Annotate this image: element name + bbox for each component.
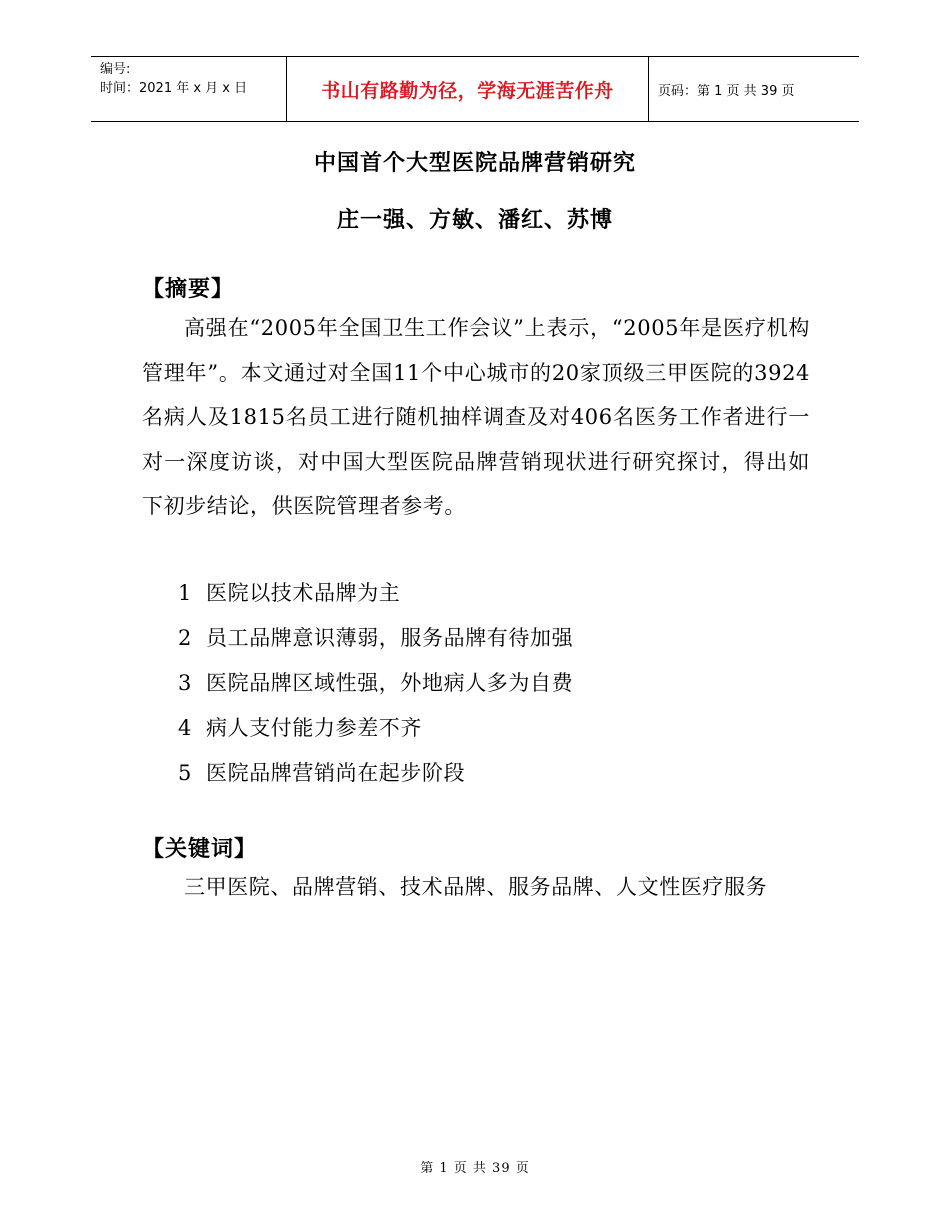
header-page-number: 页码：第 1 页 共 39 页 xyxy=(658,83,795,99)
page-header xyxy=(91,56,859,122)
list-item xyxy=(178,616,573,661)
list-item-number: 5 xyxy=(178,761,192,785)
list-item-text: 医院品牌区域性强，外地病人多为自费 xyxy=(206,671,574,695)
conclusions-list xyxy=(178,571,573,796)
list-item-number: 4 xyxy=(178,716,192,740)
document-number-label: 编号: xyxy=(100,62,131,77)
document-authors: 庄一强、方敏、潘红、苏博 xyxy=(336,207,613,233)
list-item xyxy=(178,751,573,796)
list-item-text: 病人支付能力参差不齐 xyxy=(206,716,422,740)
list-item-text: 医院品牌营销尚在起步阶段 xyxy=(206,761,466,785)
list-item-number: 1 xyxy=(178,581,192,605)
list-item-number: 2 xyxy=(178,626,192,650)
document-time-label: 时间：2021 年 x 月 x 日 xyxy=(100,81,248,96)
list-item xyxy=(178,571,573,616)
keywords-heading: 【关键词】 xyxy=(142,836,258,862)
header-meta xyxy=(91,57,287,121)
list-item-text: 医院以技术品牌为主 xyxy=(206,581,401,605)
header-motto: 书山有路勤为径，学海无涯苦作舟 xyxy=(287,57,649,121)
abstract-paragraph: 高强在“2005年全国卫生工作会议”上表示，“2005年是医疗机构管理年”。本文通过对全国11个中心城市的20家顶级三甲医院的3924名病人及1815名员工进行随机抽样调查及对406名医务工作者进行一对一深度访谈，对中国大型医院品牌营销现状进行研究探讨，得出如下初步结论，供医院管理者参考。 xyxy=(142,316,810,518)
list-item xyxy=(178,661,573,706)
list-item-text: 员工品牌意识薄弱，服务品牌有待加强 xyxy=(206,626,574,650)
list-item-number: 3 xyxy=(178,671,192,695)
abstract-heading: 【摘要】 xyxy=(142,276,235,302)
page-footer: 第 1 页 共 39 页 xyxy=(420,1161,530,1176)
list-item xyxy=(178,706,573,751)
document-title: 中国首个大型医院品牌营销研究 xyxy=(313,150,636,176)
keywords-paragraph: 三甲医院、品牌营销、技术品牌、服务品牌、人文性医疗服务 xyxy=(184,875,768,899)
